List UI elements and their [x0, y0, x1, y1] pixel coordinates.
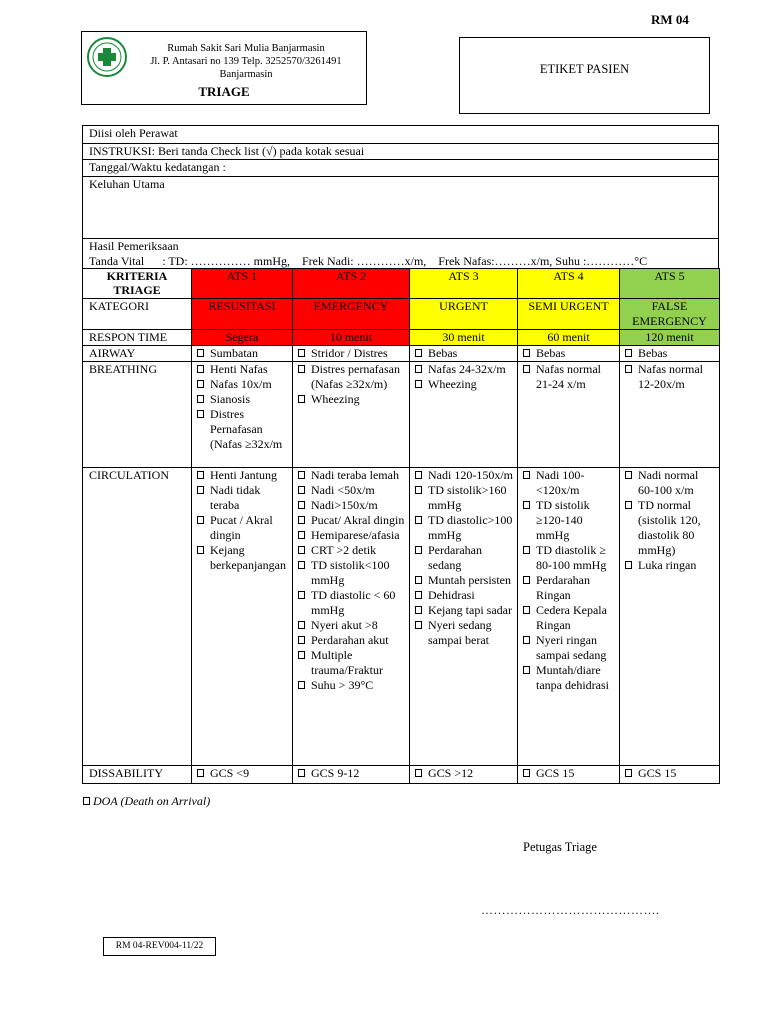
checklist-item[interactable]: Distres pernafasan (Nafas ≥32x/m): [296, 362, 406, 392]
checklist-item[interactable]: Perdarahan akut: [296, 633, 406, 648]
checklist-item[interactable]: Bebas: [413, 346, 514, 361]
checklist-item[interactable]: Henti Jantung: [195, 468, 289, 483]
hospital-name: Rumah Sakit Sari Mulia Banjarmasin: [167, 43, 325, 54]
petugas-triage: Petugas Triage: [523, 840, 597, 854]
respon-ats-4: 60 menit: [518, 330, 620, 346]
criteria-row-circulation: [83, 468, 720, 766]
checklist-item[interactable]: GCS 9-12: [296, 766, 406, 781]
checklist-item[interactable]: GCS 15: [623, 766, 716, 781]
kategori-label: KATEGORI: [83, 299, 192, 330]
criteria-cell-ats-1: [192, 362, 293, 468]
checklist-item[interactable]: Kejang berkepanjangan: [195, 543, 289, 573]
checklist-item[interactable]: Muntah persisten: [413, 573, 514, 588]
ats-3: ATS 3: [410, 269, 518, 299]
checklist-item[interactable]: TD diastolic>100 mmHg: [413, 513, 514, 543]
checklist-item[interactable]: Nafas 10x/m: [195, 377, 289, 392]
checklist-item[interactable]: Nafas normal 12-20x/m: [623, 362, 716, 392]
checklist-item[interactable]: Wheezing: [413, 377, 514, 392]
revision-code: RM 04-REV004-11/22: [103, 937, 216, 956]
criteria-cell-ats-3: [410, 766, 518, 784]
kategori-ats-1: RESUSITASI: [192, 299, 293, 330]
checklist-item[interactable]: GCS 15: [521, 766, 616, 781]
form-title: TRIAGE: [198, 84, 250, 99]
checklist-item[interactable]: Perdarahan Ringan: [521, 573, 616, 603]
criteria-cell-ats-2: [293, 468, 410, 766]
checklist-item[interactable]: Dehidrasi: [413, 588, 514, 603]
criteria-row-dissability: [83, 766, 720, 784]
checklist-item[interactable]: Nadi tidak teraba: [195, 483, 289, 513]
checklist-item[interactable]: Sianosis: [195, 392, 289, 407]
checklist-item[interactable]: Sumbatan: [195, 346, 289, 361]
respon-ats-1: Segera: [192, 330, 293, 346]
kategori-ats-4: SEMI URGENT: [518, 299, 620, 330]
criteria-cell-ats-1: [192, 468, 293, 766]
checklist-item[interactable]: Nadi normal 60-100 x/m: [623, 468, 716, 498]
hospital-address: Jl. P. Antasari no 139 Telp. 3252570/3261491: [150, 56, 342, 67]
kategori-ats-3: URGENT: [410, 299, 518, 330]
checklist-item[interactable]: Bebas: [521, 346, 616, 361]
checklist-item[interactable]: Perdarahan sedang: [413, 543, 514, 573]
criteria-row-airway: [83, 346, 720, 362]
kategori-ats-5: FALSE EMERGENCY: [620, 299, 720, 330]
patient-label-box: [459, 37, 710, 114]
criteria-cell-ats-4: [518, 468, 620, 766]
instruksi: INSTRUKSI: Beri tanda Check list (√) pada kotak sesuai: [83, 144, 718, 160]
checklist-item[interactable]: TD sistolik>160 mmHg: [413, 483, 514, 513]
checklist-item[interactable]: Pucat/ Akral dingin: [296, 513, 406, 528]
checklist-item[interactable]: Nyeri sedang sampai berat: [413, 618, 514, 648]
checklist-item[interactable]: GCS >12: [413, 766, 514, 781]
form-code: RM 04: [651, 12, 689, 27]
ats-4: ATS 4: [518, 269, 620, 299]
criteria-label: CIRCULATION: [83, 468, 192, 766]
triage-table: [82, 268, 720, 784]
kategori-row: [83, 299, 720, 330]
criteria-label: BREATHING: [83, 362, 192, 468]
criteria-cell-ats-4: [518, 766, 620, 784]
criteria-cell-ats-2: [293, 346, 410, 362]
kriteria-triage: KRITERIA TRIAGE: [83, 269, 192, 299]
checklist-item[interactable]: Muntah/diare tanpa dehidrasi: [521, 663, 616, 693]
checklist-item[interactable]: Bebas: [623, 346, 716, 361]
checklist-item[interactable]: GCS <9: [195, 766, 289, 781]
criteria-label: DISSABILITY: [83, 766, 192, 784]
checklist-item[interactable]: Multiple trauma/Fraktur: [296, 648, 406, 678]
checklist-item[interactable]: TD sistolik ≥120-140 mmHg: [521, 498, 616, 543]
criteria-cell-ats-5: [620, 362, 720, 468]
checklist-item[interactable]: Nadi 100-<120x/m: [521, 468, 616, 498]
criteria-cell-ats-1: [192, 346, 293, 362]
checklist-item[interactable]: Nyeri ringan sampai sedang: [521, 633, 616, 663]
respon-ats-2: 10 menit: [293, 330, 410, 346]
criteria-cell-ats-2: [293, 766, 410, 784]
respon-row: [83, 330, 720, 346]
ats-5: ATS 5: [620, 269, 720, 299]
respon-ats-3: 30 menit: [410, 330, 518, 346]
ats-header-row: [83, 269, 720, 299]
checklist-item[interactable]: Nadi>150x/m: [296, 498, 406, 513]
hospital-city: Banjarmasin: [219, 69, 273, 80]
checklist-item[interactable]: TD normal (sistolik 120, diastolik 80 mmHg): [623, 498, 716, 558]
keluhan-utama[interactable]: Keluhan Utama: [83, 177, 718, 239]
checklist-item[interactable]: Luka ringan: [623, 558, 716, 573]
hasil-pemeriksaan: Hasil Pemeriksaan: [89, 239, 179, 253]
checklist-item[interactable]: Suhu > 39°C: [296, 678, 406, 693]
checkbox-icon[interactable]: [83, 797, 90, 805]
criteria-cell-ats-5: [620, 346, 720, 362]
checklist-item[interactable]: Nyeri akut >8: [296, 618, 406, 633]
checklist-item[interactable]: Nadi teraba lemah: [296, 468, 406, 483]
diisi-oleh: Diisi oleh Perawat: [83, 126, 718, 144]
criteria-cell-ats-5: [620, 468, 720, 766]
checklist-item[interactable]: TD diastolic < 60 mmHg: [296, 588, 406, 618]
checklist-item[interactable]: Hemiparese/afasia: [296, 528, 406, 543]
checklist-item[interactable]: Nafas 24-32x/m: [413, 362, 514, 377]
info-section: [82, 125, 719, 269]
criteria-cell-ats-4: [518, 362, 620, 468]
criteria-cell-ats-5: [620, 766, 720, 784]
checklist-item[interactable]: Distres Pernafasan (Nafas ≥32x/m: [195, 407, 289, 452]
criteria-cell-ats-3: [410, 362, 518, 468]
doa-option[interactable]: [83, 794, 210, 809]
ats-2: ATS 2: [293, 269, 410, 299]
ats-1: ATS 1: [192, 269, 293, 299]
checklist-item[interactable]: Kejang tapi sadar: [413, 603, 514, 618]
checklist-item[interactable]: Cedera Kepala Ringan: [521, 603, 616, 633]
criteria-cell-ats-1: [192, 766, 293, 784]
criteria-cell-ats-4: [518, 346, 620, 362]
criteria-row-breathing: [83, 362, 720, 468]
signature-line[interactable]: …………………………………….: [481, 903, 660, 917]
checklist-item[interactable]: CRT >2 detik: [296, 543, 406, 558]
checklist-item[interactable]: Wheezing: [296, 392, 406, 407]
criteria-cell-ats-2: [293, 362, 410, 468]
doa-label: DOA (Death on Arrival): [93, 794, 211, 808]
patient-label-text: ETIKET PASIEN: [539, 62, 630, 76]
tanggal-kedatangan[interactable]: Tanggal/Waktu kedatangan :: [83, 160, 718, 177]
checklist-item[interactable]: Stridor / Distres: [296, 346, 406, 361]
hospital-logo: [86, 36, 128, 78]
tanda-vital[interactable]: Tanda Vital : TD: …………… mmHg, Frek Nadi: …………x/m, Frek Nafas:………x/m, Suhu :…………°C: [89, 254, 648, 268]
checklist-item[interactable]: TD diastolik ≥ 80-100 mmHg: [521, 543, 616, 573]
respon-label: RESPON TIME: [83, 330, 192, 346]
checklist-item[interactable]: Pucat / Akral dingin: [195, 513, 289, 543]
checklist-item[interactable]: Nafas normal 21-24 x/m: [521, 362, 616, 392]
criteria-label: AIRWAY: [83, 346, 192, 362]
checklist-item[interactable]: Nadi 120-150x/m: [413, 468, 514, 483]
hospital-header: [81, 31, 367, 105]
checklist-item[interactable]: Henti Nafas: [195, 362, 289, 377]
checklist-item[interactable]: TD sistolik<100 mmHg: [296, 558, 406, 588]
criteria-cell-ats-3: [410, 468, 518, 766]
checklist-item[interactable]: Nadi <50x/m: [296, 483, 406, 498]
kategori-ats-2: EMERGENCY: [293, 299, 410, 330]
criteria-cell-ats-3: [410, 346, 518, 362]
respon-ats-5: 120 menit: [620, 330, 720, 346]
